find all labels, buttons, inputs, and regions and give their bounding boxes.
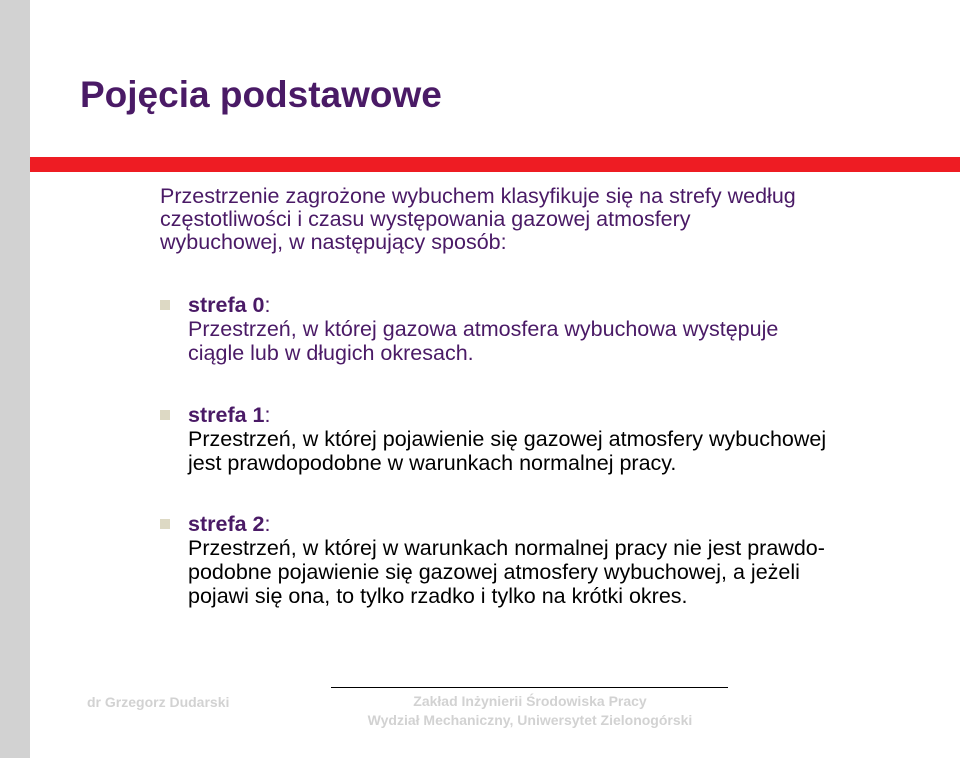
- bullet-heading: [188, 403, 826, 427]
- bullet-suffix: :: [264, 293, 271, 317]
- bullet-suffix: :: [264, 403, 271, 427]
- footer-author: dr Grzegorz Dudarski: [87, 694, 230, 710]
- bullet-text: [188, 403, 826, 475]
- intro-paragraph: [160, 185, 940, 254]
- bullet-heading: [188, 512, 825, 536]
- left-side-bar: [0, 0, 30, 758]
- bullet-label: strefa 1: [188, 403, 265, 427]
- bullet-line: jest prawdopodobne w warunkach normalnej pracy.: [188, 451, 677, 475]
- bullet-line: pojawi się ona, to tylko rzadko i tylko na krótki okres.: [188, 584, 688, 608]
- bullet-line: Przestrzeń, w której w warunkach normalnej pracy nie jest prawdo-: [188, 536, 825, 560]
- intro-line: wybuchowej, w następujący sposób:: [160, 230, 507, 254]
- footer-institution: [330, 692, 730, 730]
- bullet-line: podobne pojawienie się gazowej atmosfery wybuchowej, a jeżeli: [188, 560, 800, 584]
- bullet-text: [188, 293, 778, 365]
- bullet-line: ciągle lub w długich okresach.: [188, 341, 474, 365]
- intro-line: częstotliwości i czasu występowania gazowej atmosfery: [160, 207, 691, 231]
- square-bullet-icon: [160, 300, 170, 310]
- bullet-label: strefa 0: [188, 293, 265, 317]
- bullet-suffix: :: [264, 512, 271, 536]
- slide-title: Pojęcia podstawowe: [80, 74, 442, 115]
- bullet-heading: [188, 293, 778, 317]
- square-bullet-icon: [160, 519, 170, 529]
- bullet-text: [188, 512, 825, 608]
- intro-line: Przestrzenie zagrożone wybuchem klasyfikuje się na strefy według: [160, 184, 796, 208]
- footer-divider: [331, 687, 728, 688]
- square-bullet-icon: [160, 410, 170, 420]
- bullet-line: Przestrzeń, w której gazowa atmosfera wybuchowa występuje: [188, 317, 779, 341]
- footer-institution-line: Zakład Inżynierii Środowiska Pracy: [413, 693, 647, 709]
- title-divider-bar: [30, 157, 960, 172]
- footer-institution-line: Wydział Mechaniczny, Uniwersytet Zielonogórski: [367, 712, 693, 728]
- bullet-label: strefa 2: [188, 512, 265, 536]
- bullet-line: Przestrzeń, w której pojawienie się gazowej atmosfery wybuchowej: [188, 427, 827, 451]
